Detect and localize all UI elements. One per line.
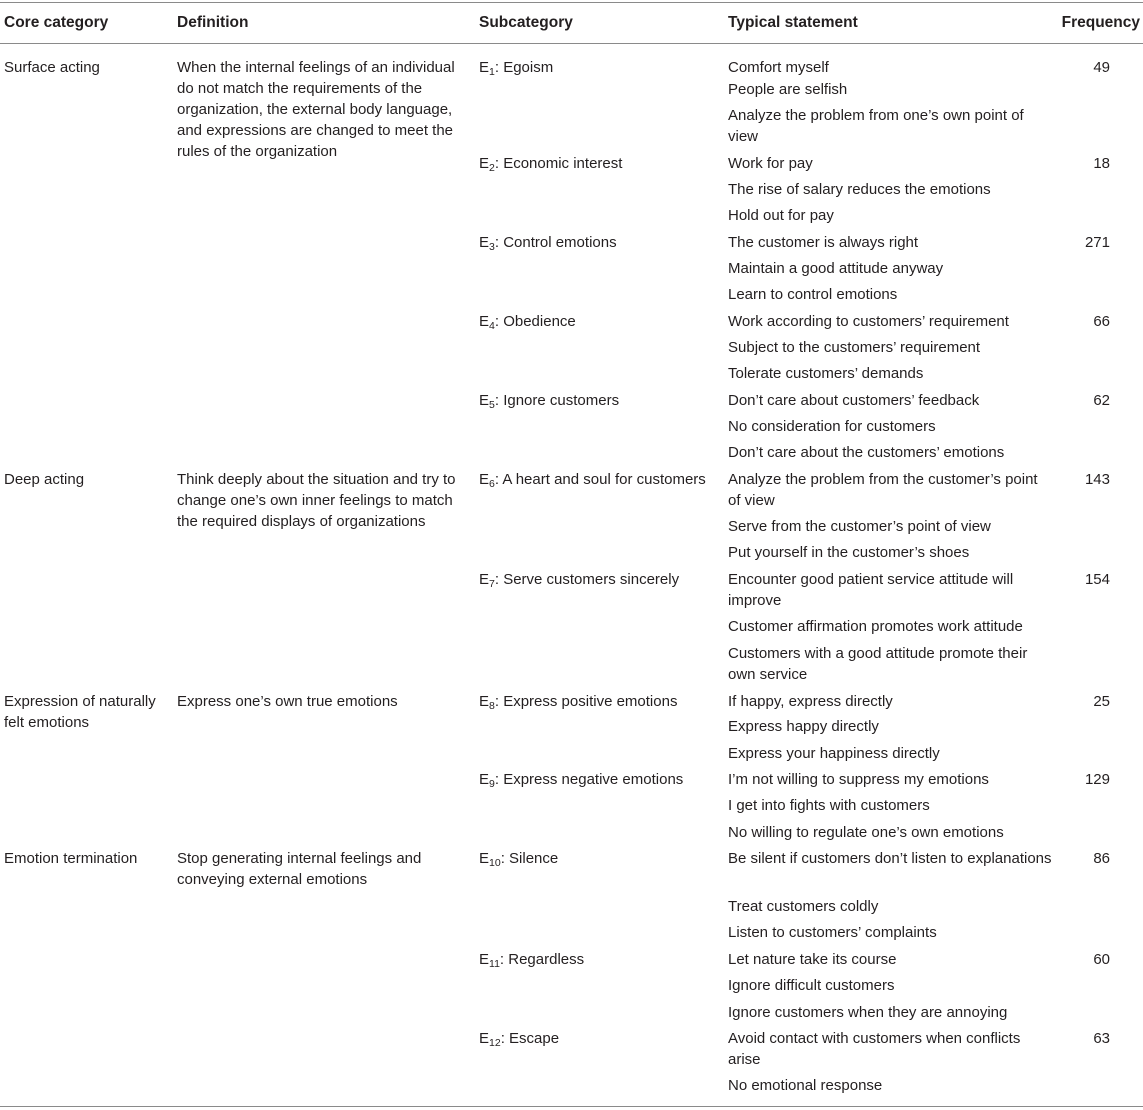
header-rule [0, 43, 1143, 44]
statement-cell: The rise of salary reduces the emotions [728, 181, 991, 198]
statement-cell: Listen to customers’ complaints [728, 924, 937, 941]
statement-cell: Don’t care about the customers’ emotions [728, 444, 1005, 461]
definition-cell: Think deeply about the situation and try to change one’s own inner feelings to match the required displays of organizations [177, 471, 456, 530]
statement-cell: Be silent if customers don’t listen to explanations [728, 850, 1052, 867]
subcategory-cell: $E_9$: Express negative emotions [479, 771, 684, 790]
subcategory-cell: $E_4$: Obedience [479, 313, 576, 332]
core-category-cell: Expression of naturally felt emotions [4, 693, 156, 731]
frequency-cell: 63 [1093, 1030, 1110, 1047]
subcategory-cell: $E_2$: Economic interest [479, 155, 623, 174]
subcategory-cell: $E_8$: Express positive emotions [479, 693, 678, 712]
header-definition: Definition [177, 14, 249, 31]
definition-cell: When the internal feelings of an individual do not match the requirements of the organization, the external body language, and expressions are changed to meet the rules of the organization [177, 59, 455, 160]
frequency-cell: 154 [1084, 571, 1110, 588]
statement-cell: Work according to customers’ requirement [728, 313, 1009, 330]
core-category-cell: Deep acting [4, 471, 85, 488]
definition-cell: Express one’s own true emotions [177, 693, 398, 710]
statement-cell: No willing to regulate one’s own emotions [728, 824, 1004, 841]
frequency-cell: 62 [1093, 392, 1110, 409]
statement-cell: I’m not willing to suppress my emotions [728, 771, 989, 788]
statement-cell: Treat customers coldly [728, 898, 879, 915]
statement-cell: Hold out for pay [728, 207, 834, 224]
statement-cell: Serve from the customer’s point of view [728, 518, 991, 535]
statement-cell: Let nature take its course [728, 951, 897, 968]
frequency-cell: 66 [1093, 313, 1110, 330]
statement-cell: Work for pay [728, 155, 813, 172]
frequency-cell: 143 [1084, 471, 1110, 488]
frequency-cell: 49 [1093, 59, 1110, 76]
subcategory-cell: $E_3$: Control emotions [479, 234, 617, 253]
frequency-cell: 271 [1084, 234, 1110, 251]
definition-cell: Stop generating internal feelings and conveying external emotions [177, 850, 422, 888]
statement-cell: Analyze the problem from one’s own point of view [728, 107, 1024, 145]
frequency-cell: 18 [1093, 155, 1110, 172]
statement-cell: Customers with a good attitude promote their own service [728, 645, 1028, 683]
statement-cell: Ignore customers when they are annoying [728, 1004, 1008, 1021]
statement-cell: People are selfish [728, 81, 848, 98]
subcategory-cell: $E_6$: A heart and soul for customers [479, 471, 706, 490]
header-typical-statement: Typical statement [728, 14, 858, 31]
core-category-cell: Emotion termination [4, 850, 138, 867]
statement-cell: Learn to control emotions [728, 286, 898, 303]
statement-cell: Avoid contact with customers when conflicts arise [728, 1030, 1021, 1068]
top-rule [0, 2, 1143, 3]
statement-cell: Express happy directly [728, 718, 879, 735]
subcategory-cell: $E_5$: Ignore customers [479, 392, 620, 411]
statement-cell: Analyze the problem from the customer’s point of view [728, 471, 1038, 509]
subcategory-cell: $E_1$: Egoism [479, 59, 554, 78]
frequency-cell: 25 [1093, 693, 1110, 710]
statement-cell: I get into fights with customers [728, 797, 930, 814]
statement-cell: Ignore difficult customers [728, 977, 895, 994]
statement-cell: Express your happiness directly [728, 745, 940, 762]
statement-cell: Maintain a good attitude anyway [728, 260, 944, 277]
subcategory-cell: $E_{11}$: Regardless [479, 951, 585, 970]
frequency-cell: 86 [1093, 850, 1110, 867]
header-core-category: Core category [4, 14, 109, 31]
core-category-cell: Surface acting [4, 59, 100, 76]
statement-cell: The customer is always right [728, 234, 919, 251]
statement-cell: No emotional response [728, 1077, 883, 1094]
statement-cell: No consideration for customers [728, 418, 936, 435]
subcategory-cell: $E_{10}$: Silence [479, 850, 559, 869]
statement-cell: Tolerate customers’ demands [728, 365, 924, 382]
frequency-cell: 60 [1093, 951, 1110, 968]
frequency-cell: 129 [1084, 771, 1110, 788]
subcategory-cell: $E_7$: Serve customers sincerely [479, 571, 680, 590]
subcategory-cell: $E_{12}$: Escape [479, 1030, 560, 1049]
statement-cell: Don’t care about customers’ feedback [728, 392, 980, 409]
statement-cell: Customer affirmation promotes work attitude [728, 618, 1023, 635]
statement-cell: Put yourself in the customer’s shoes [728, 544, 970, 561]
header-frequency: Frequency [1061, 14, 1140, 31]
statement-cell: Comfort myself [728, 59, 829, 76]
header-subcategory: Subcategory [479, 14, 573, 31]
statement-cell: Subject to the customers’ requirement [728, 339, 981, 356]
statement-cell: If happy, express directly [728, 693, 893, 710]
statement-cell: Encounter good patient service attitude will improve [728, 571, 1014, 609]
bottom-rule [0, 1106, 1143, 1107]
